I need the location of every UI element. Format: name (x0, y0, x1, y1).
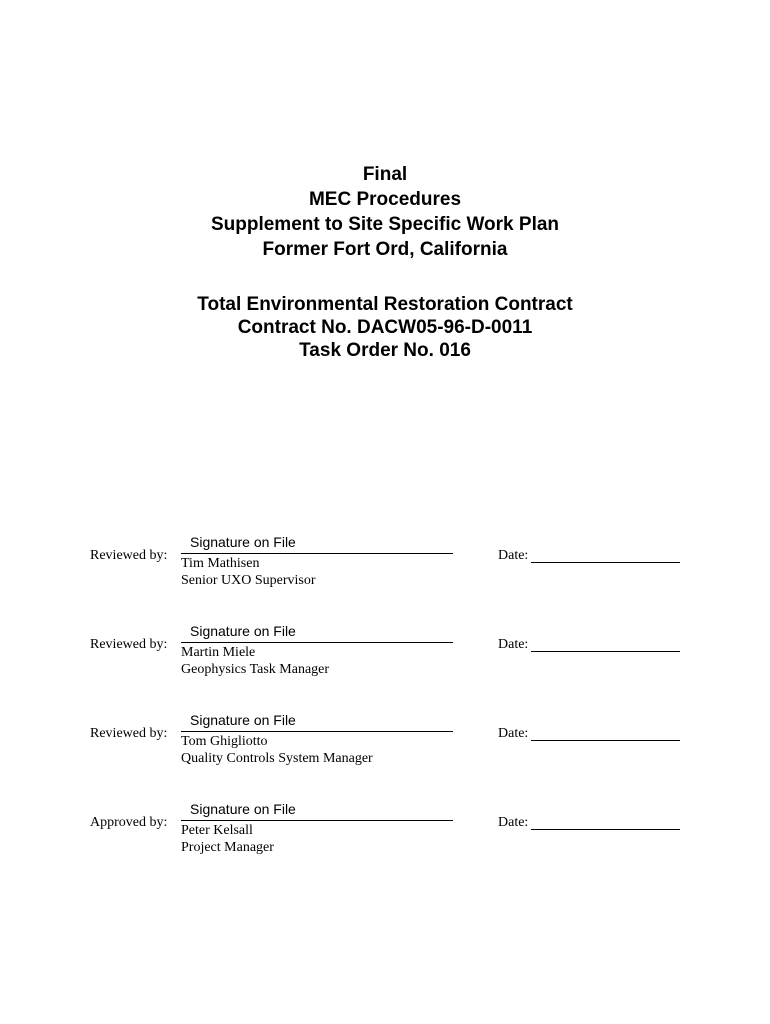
task-order-number: Task Order No. 016 (299, 340, 471, 361)
document-title (0, 162, 770, 262)
signer-name: Tim Mathisen (181, 556, 260, 571)
contract-info (0, 293, 770, 362)
contract-number: Contract No. DACW05-96-D-0011 (237, 317, 533, 338)
signer-title: Project Manager (181, 840, 274, 855)
signer-name: Peter Kelsall (181, 823, 253, 838)
signature-text: Signature on File (190, 534, 296, 550)
date-label: Date: (498, 637, 529, 652)
role-label: Reviewed by: (90, 637, 168, 652)
role-label: Reviewed by: (90, 726, 168, 741)
signer-title: Senior UXO Supervisor (181, 573, 316, 588)
signature-line (181, 642, 453, 643)
date-line (531, 740, 680, 741)
signature-line (181, 731, 453, 732)
signature-line (181, 820, 453, 821)
date-line (531, 651, 680, 652)
title-line-final: Final (362, 164, 408, 185)
signature-text: Signature on File (190, 801, 296, 817)
signature-block-4 (0, 803, 770, 883)
title-line-location: Former Fort Ord, California (262, 239, 508, 260)
date-line (531, 562, 680, 563)
signature-text: Signature on File (190, 623, 296, 639)
signature-block-3 (0, 714, 770, 794)
signer-name: Tom Ghigliotto (181, 734, 268, 749)
contract-name: Total Environmental Restoration Contract (197, 294, 573, 315)
signature-line (181, 553, 453, 554)
date-label: Date: (498, 726, 529, 741)
date-label: Date: (498, 815, 529, 830)
date-line (531, 829, 680, 830)
role-label: Reviewed by: (90, 548, 168, 563)
date-label: Date: (498, 548, 529, 563)
signer-title: Geophysics Task Manager (181, 662, 330, 677)
signer-title: Quality Controls System Manager (181, 751, 373, 766)
signature-text: Signature on File (190, 712, 296, 728)
title-line-supplement: Supplement to Site Specific Work Plan (210, 214, 560, 235)
role-label: Approved by: (90, 815, 168, 830)
signature-block-2 (0, 625, 770, 705)
signer-name: Martin Miele (181, 645, 256, 660)
title-line-procedures: MEC Procedures (308, 189, 462, 210)
signature-block-1 (0, 536, 770, 616)
